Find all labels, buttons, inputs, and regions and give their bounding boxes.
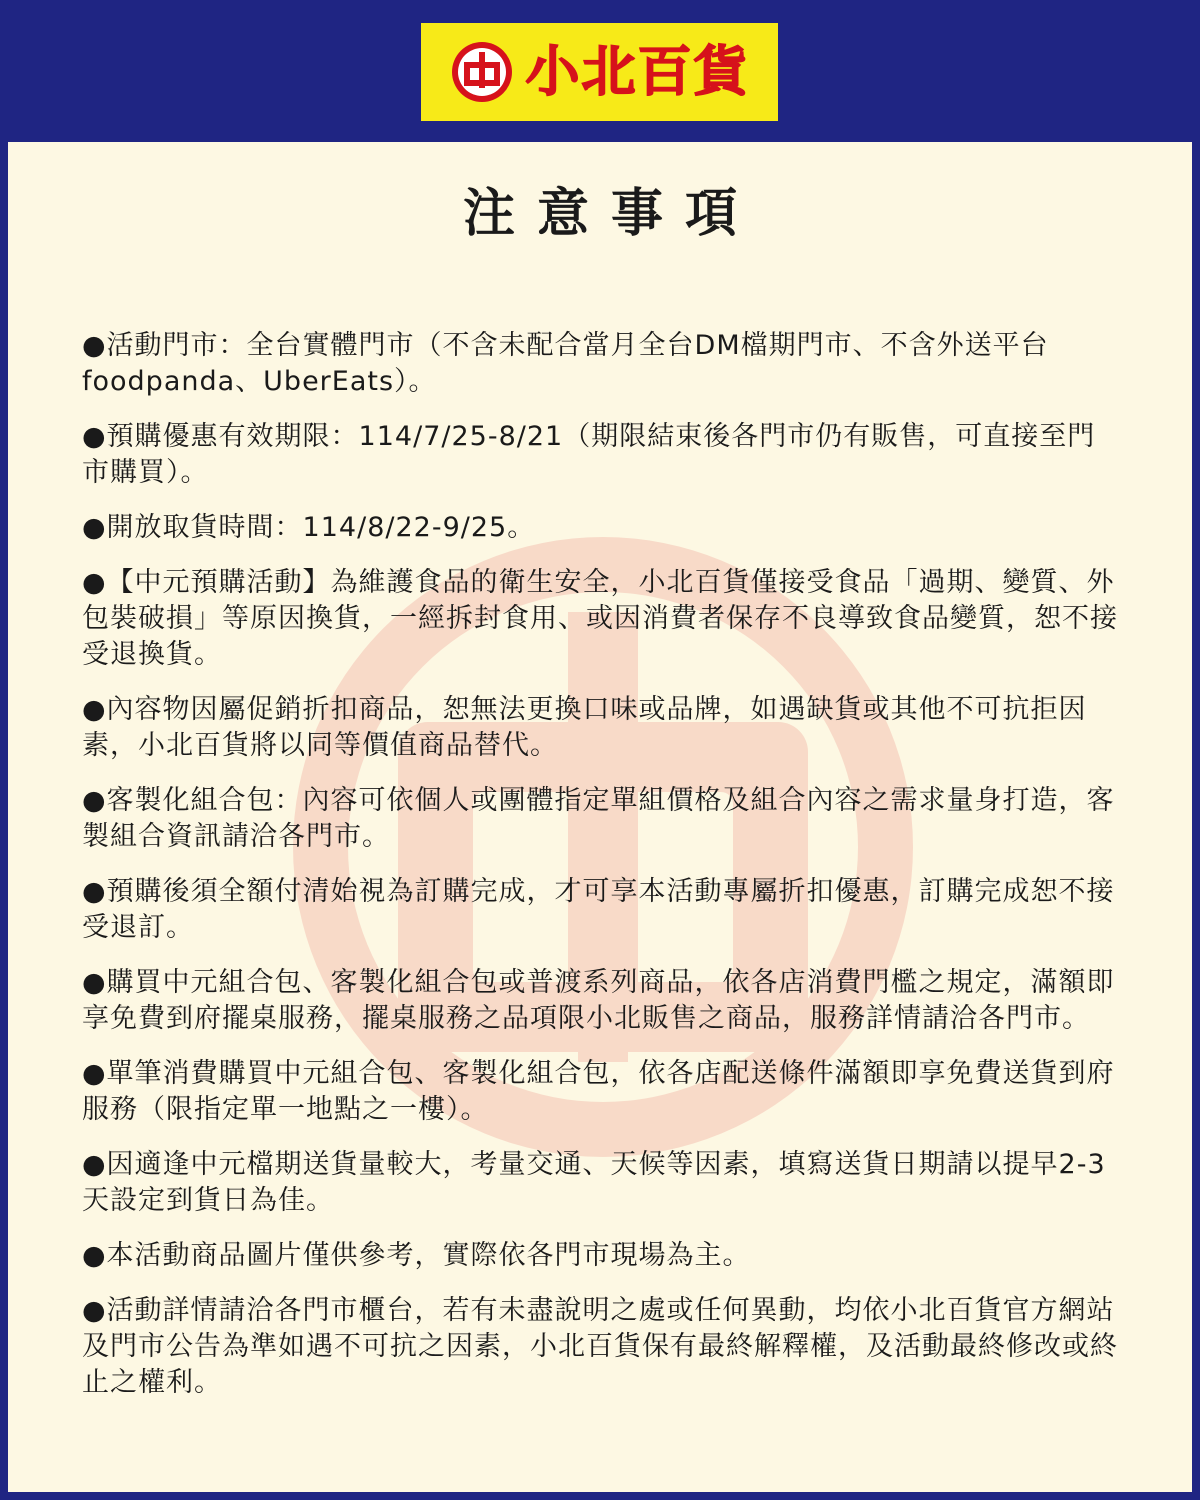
notice-panel	[8, 142, 1192, 1492]
list-item: ●【中元預購活動】為維護食品的衛生安全，小北百貨僅接受食品「過期、變質、外包裝破損」等原因換貨，一經拆封食用、或因消費者保存不良導致食品變質，恕不接受退換貨。	[82, 567, 1118, 670]
list-item: ●因適逢中元檔期送貨量較大，考量交通、天候等因素，填寫送貨日期請以提早2-3天設定到貨日為佳。	[82, 1149, 1106, 1216]
shop-seal-icon	[450, 40, 514, 104]
list-item: ●本活動商品圖片僅供參考，實際依各門市現場為主。	[82, 1240, 751, 1271]
list-item: ●預購優惠有效期限：114/7/25-8/21（期限結束後各門市仍有販售，可直接至門市購買）。	[82, 421, 1096, 488]
list-item: ●活動門市：全台實體門市（不含未配合當月全台DM檔期門市、不含外送平台foodpanda、UberEats）。	[82, 330, 1049, 397]
list-item: ●活動詳情請洽各門市櫃台，若有未盡說明之處或任何異動，均依小北百貨官方網站及門市公告為準如遇不可抗之因素，小北百貨保有最終解釋權，及活動最終修改或終止之權利。	[82, 1295, 1118, 1398]
list-item: ●購買中元組合包、客製化組合包或普渡系列商品，依各店消費門檻之規定，滿額即享免費到府擺桌服務，擺桌服務之品項限小北販售之商品，服務詳情請洽各門市。	[82, 967, 1115, 1034]
list-item: ●開放取貨時間：114/8/22-9/25。	[82, 512, 536, 543]
list-item: ●客製化組合包：內容可依個人或團體指定單組價格及組合內容之需求量身打造，客製組合資訊請洽各門市。	[82, 785, 1115, 852]
header-band	[0, 0, 1200, 142]
page-title: 注意事項	[462, 184, 759, 244]
list-item: ●預購後須全額付清始視為訂購完成，才可享本活動專屬折扣優惠，訂購完成恕不接受退訂。	[82, 876, 1115, 943]
notes-list	[82, 328, 1122, 1420]
brand-name: 小北百貨	[525, 40, 750, 103]
list-item: ●內容物因屬促銷折扣商品，恕無法更換口味或品牌，如遇缺貨或其他不可抗拒因素，小北百貨將以同等價值商品替代。	[82, 694, 1087, 761]
list-item: ●單筆消費購買中元組合包、客製化組合包，依各店配送條件滿額即享免費送貨到府服務（限指定單一地點之一樓）。	[82, 1058, 1115, 1125]
brand-logo	[421, 23, 778, 121]
